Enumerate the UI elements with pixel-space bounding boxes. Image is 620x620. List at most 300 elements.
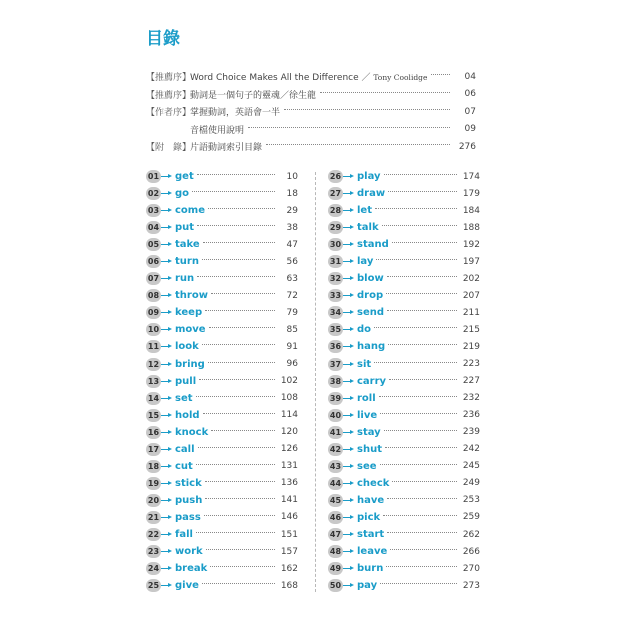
arrow-right-icon [161, 582, 173, 589]
page-number: 179 [462, 188, 480, 199]
front-matter-title [190, 123, 244, 136]
verb-word: blow [357, 273, 384, 285]
arrow-right-icon [343, 463, 355, 470]
verb-word: bring [175, 358, 205, 370]
dot-leader [374, 327, 457, 328]
front-matter-title [190, 140, 262, 153]
verb-word: pass [175, 511, 201, 523]
toc-entry[interactable] [146, 219, 298, 236]
dot-leader [196, 396, 275, 397]
dot-leader [205, 481, 275, 482]
arrow-right-icon [343, 292, 355, 299]
page-number: 126 [280, 444, 298, 455]
verb-word: look [175, 341, 199, 353]
front-matter-title-text: Word Choice Makes All the Difference ／ [190, 73, 371, 84]
toc-entry[interactable] [146, 185, 298, 202]
toc-entry[interactable] [328, 407, 480, 424]
page-number: 239 [462, 427, 480, 438]
dot-leader [202, 259, 275, 260]
toc-entry[interactable] [146, 373, 298, 390]
dot-leader [431, 74, 450, 75]
page-number: 192 [462, 239, 480, 250]
entry-number-badge: 03 [147, 206, 160, 216]
toc-entry[interactable] [146, 270, 298, 287]
toc-entry[interactable] [328, 304, 480, 321]
verb-word: set [175, 392, 193, 404]
front-matter-entry[interactable] [146, 103, 476, 121]
page-number: 215 [462, 324, 480, 335]
arrow-right-icon [161, 395, 173, 402]
toc-entry[interactable] [328, 424, 480, 441]
arrow-right-icon [161, 361, 173, 368]
page-number: 245 [462, 461, 480, 472]
dot-leader [248, 127, 450, 128]
verb-word: talk [357, 222, 379, 234]
dot-leader [208, 208, 275, 209]
verb-word: see [357, 460, 377, 472]
verb-word: roll [357, 392, 376, 404]
page-number: 56 [286, 256, 298, 267]
toc-entry[interactable] [146, 424, 298, 441]
verb-word: have [357, 494, 385, 506]
verb-word: throw [175, 290, 208, 302]
dot-leader [209, 327, 275, 328]
entry-number-badge: 27 [329, 189, 342, 199]
verb-word: work [175, 546, 203, 558]
dot-leader [387, 310, 457, 311]
entry-number-badge: 39 [329, 393, 342, 403]
verb-word: stick [175, 477, 202, 489]
front-matter-tag: 【推薦序】 [146, 90, 192, 101]
arrow-right-icon [343, 224, 355, 231]
dot-leader [384, 174, 457, 175]
toc-entry[interactable] [146, 202, 298, 219]
page-number: 168 [280, 580, 298, 591]
arrow-right-icon [161, 497, 173, 504]
entry-number-badge: 42 [329, 444, 342, 454]
toc-entry[interactable] [328, 270, 480, 287]
entry-number-badge: 21 [147, 512, 160, 522]
arrow-right-icon [343, 190, 355, 197]
page-number: 91 [286, 341, 298, 352]
verb-word: send [357, 307, 385, 319]
dot-leader [387, 498, 457, 499]
dot-leader [266, 144, 450, 145]
front-matter-author: Tony Coolidge [373, 73, 428, 83]
dot-leader [197, 225, 275, 226]
page-number: 207 [462, 290, 480, 301]
page-number: 102 [280, 376, 298, 387]
front-matter-entry[interactable] [146, 86, 476, 104]
entry-number-badge: 04 [147, 223, 160, 233]
dot-leader [206, 549, 275, 550]
toc-entry[interactable] [328, 560, 480, 577]
toc-entry[interactable] [146, 577, 298, 594]
dot-leader [208, 362, 275, 363]
page-number: 38 [286, 222, 298, 233]
verb-word: start [357, 529, 385, 540]
page-number: 63 [286, 273, 298, 284]
front-matter-title-text: 掌握動詞，英語會一半 [190, 108, 281, 119]
arrow-right-icon [343, 343, 355, 350]
toc-entry[interactable] [328, 373, 480, 390]
front-matter-title [190, 70, 427, 83]
page-number: 219 [462, 341, 480, 352]
verb-word: burn [357, 563, 384, 575]
front-matter-title-text: 片語動詞索引目錄 [190, 143, 263, 154]
entry-number-badge: 17 [147, 444, 160, 454]
dot-leader [389, 379, 457, 380]
page-number: 236 [462, 410, 480, 421]
front-matter-entry[interactable] [146, 68, 476, 86]
dot-leader [380, 583, 457, 584]
toc-entry[interactable] [328, 475, 480, 492]
entry-number-badge: 33 [329, 291, 342, 301]
entry-number-badge: 40 [329, 410, 342, 420]
dot-leader [203, 413, 275, 414]
verb-word: lay [357, 256, 374, 268]
arrow-right-icon [161, 412, 173, 419]
arrow-right-icon [343, 412, 355, 419]
verb-word: cut [175, 460, 193, 472]
page-number: 10 [286, 171, 298, 182]
entry-number-badge: 09 [147, 308, 160, 318]
toc-entry[interactable] [146, 441, 298, 458]
dot-leader [380, 464, 457, 465]
verb-word: knock [175, 426, 209, 438]
arrow-right-icon [343, 207, 355, 214]
toc-entry[interactable] [146, 253, 298, 270]
arrow-right-icon [343, 309, 355, 316]
arrow-right-icon [161, 207, 173, 214]
dot-leader [392, 242, 457, 243]
page-number: 79 [286, 307, 298, 318]
front-matter-title [190, 88, 316, 101]
arrow-right-icon [161, 514, 173, 521]
verb-word: break [175, 563, 208, 575]
arrow-right-icon [161, 173, 173, 180]
page-number: 242 [462, 444, 480, 455]
verb-list-column-2 [328, 168, 480, 594]
dot-leader [196, 464, 275, 465]
dot-leader [384, 430, 457, 431]
verb-word: turn [175, 256, 199, 268]
toc-entry[interactable] [328, 441, 480, 458]
toc-entry[interactable] [328, 458, 480, 475]
entry-number-badge: 20 [147, 495, 160, 505]
front-matter-tag: 【作者序】 [146, 108, 192, 119]
arrow-right-icon [343, 258, 355, 265]
verb-word: call [175, 443, 195, 455]
dot-leader [385, 447, 457, 448]
toc-entry[interactable] [328, 390, 480, 407]
toc-entry[interactable] [328, 526, 480, 543]
arrow-right-icon [343, 531, 355, 538]
toc-entry[interactable] [146, 407, 298, 424]
page-number: 259 [462, 512, 480, 523]
entry-number-badge: 47 [329, 530, 342, 539]
dot-leader [211, 430, 275, 431]
dot-leader [388, 191, 457, 192]
verb-word: shut [357, 443, 382, 455]
dot-leader [383, 515, 457, 516]
arrow-right-icon [343, 514, 355, 521]
front-matter-entry[interactable] [146, 138, 476, 156]
page-number: 197 [462, 256, 480, 267]
page-number: 253 [462, 495, 480, 506]
page-number: 114 [280, 410, 298, 421]
dot-leader [386, 566, 457, 567]
page-number: 141 [280, 495, 298, 506]
dot-leader [284, 109, 450, 110]
entry-number-badge: 12 [147, 359, 160, 369]
dot-leader [210, 566, 275, 567]
entry-number-badge: 19 [147, 478, 160, 488]
arrow-right-icon [161, 480, 173, 487]
verb-word: take [175, 239, 200, 251]
arrow-right-icon [343, 497, 355, 504]
arrow-right-icon [343, 480, 355, 487]
page-number: 273 [462, 580, 480, 591]
arrow-right-icon [343, 361, 355, 368]
arrow-right-icon [161, 258, 173, 265]
toc-entry[interactable] [146, 475, 298, 492]
verb-word: hang [357, 341, 386, 353]
page-number: 136 [280, 478, 298, 489]
arrow-right-icon [161, 446, 173, 453]
page-number: 276 [458, 141, 476, 152]
entry-number-badge: 38 [329, 376, 342, 386]
arrow-right-icon [343, 275, 355, 282]
toc-entry[interactable] [328, 168, 480, 185]
verb-word: stay [357, 426, 381, 438]
verb-word: sit [357, 358, 372, 370]
arrow-right-icon [343, 446, 355, 453]
toc-entry[interactable] [146, 509, 298, 526]
toc-entry[interactable] [328, 356, 480, 373]
entry-number-badge: 43 [329, 461, 342, 471]
entry-number-badge: 31 [329, 257, 342, 267]
dot-leader [375, 208, 457, 209]
verb-word: move [175, 324, 206, 336]
arrow-right-icon [343, 582, 355, 589]
arrow-right-icon [343, 548, 355, 555]
dot-leader [199, 379, 275, 380]
dot-leader [197, 276, 275, 277]
toc-entry[interactable] [146, 458, 298, 475]
entry-number-badge: 35 [329, 325, 342, 335]
page-number: 146 [280, 512, 298, 523]
verb-word: go [175, 188, 190, 200]
page-number: 249 [462, 478, 480, 489]
toc-entry[interactable] [328, 492, 480, 509]
arrow-right-icon [161, 565, 173, 572]
verb-word: come [175, 205, 205, 217]
toc-entry[interactable] [146, 492, 298, 509]
entry-number-badge: 15 [147, 410, 160, 420]
entry-number-badge: 48 [329, 547, 342, 557]
entry-number-badge: 46 [329, 512, 342, 522]
entry-number-badge: 25 [147, 581, 160, 591]
dot-leader [390, 549, 457, 550]
verb-word: hold [175, 409, 200, 421]
dot-leader [386, 293, 457, 294]
toc-entry[interactable] [328, 543, 480, 560]
verb-word: pay [357, 580, 378, 592]
front-matter-entry[interactable] [146, 121, 476, 139]
toc-entry[interactable] [328, 253, 480, 270]
verb-word: drop [357, 290, 384, 302]
verb-word: pull [175, 375, 197, 387]
toc-entry[interactable] [146, 390, 298, 407]
entry-number-badge: 37 [329, 359, 342, 369]
toc-entry[interactable] [328, 287, 480, 304]
page-number: 223 [462, 359, 480, 370]
verb-word: pick [357, 511, 381, 523]
dot-leader [376, 259, 457, 260]
entry-number-badge: 45 [329, 495, 342, 505]
dot-leader [320, 92, 450, 93]
toc-entry[interactable] [328, 236, 480, 253]
page-number: 188 [462, 222, 480, 233]
entry-number-badge: 29 [329, 223, 342, 233]
front-matter-list [146, 68, 476, 156]
page-number: 184 [462, 205, 480, 216]
column-divider [315, 172, 316, 592]
front-matter-title-text: 動詞是一個句子的靈魂／徐生龍 [190, 90, 317, 101]
entry-number-badge: 50 [329, 581, 342, 591]
page-number: 120 [280, 427, 298, 438]
toc-entry[interactable] [146, 304, 298, 321]
verb-word: leave [357, 546, 388, 558]
dot-leader [202, 344, 275, 345]
arrow-right-icon [161, 429, 173, 436]
dot-leader [196, 532, 275, 533]
dot-leader [387, 532, 457, 533]
arrow-right-icon [343, 326, 355, 333]
arrow-right-icon [343, 395, 355, 402]
dot-leader [211, 293, 275, 294]
verb-list-column-1 [146, 168, 298, 594]
page-number: 270 [462, 563, 480, 574]
dot-leader [198, 447, 275, 448]
page-number: 262 [462, 529, 480, 540]
page-number: 04 [464, 71, 476, 82]
arrow-right-icon [343, 565, 355, 572]
dot-leader [387, 276, 457, 277]
entry-number-badge: 34 [329, 308, 342, 318]
page-number: 174 [462, 171, 480, 182]
page-number: 96 [286, 359, 298, 370]
entry-number-badge: 18 [147, 461, 160, 471]
entry-number-badge: 01 [147, 172, 160, 182]
toc-entry[interactable] [146, 236, 298, 253]
verb-word: play [357, 171, 381, 183]
front-matter-title [190, 105, 280, 118]
front-matter-tag: 【附 錄】 [146, 143, 192, 154]
page-title: 目錄 [146, 29, 180, 49]
page-number: 72 [286, 290, 298, 301]
toc-entry[interactable] [328, 509, 480, 526]
toc-entry[interactable] [146, 560, 298, 577]
entry-number-badge: 23 [147, 547, 160, 557]
dot-leader [380, 413, 457, 414]
page-number: 151 [280, 529, 298, 540]
entry-number-badge: 28 [329, 206, 342, 216]
arrow-right-icon [161, 309, 173, 316]
toc-entry[interactable] [146, 321, 298, 338]
arrow-right-icon [161, 275, 173, 282]
entry-number-badge: 22 [147, 530, 160, 539]
dot-leader [205, 310, 275, 311]
toc-entry[interactable] [146, 338, 298, 355]
arrow-right-icon [161, 224, 173, 231]
toc-entry[interactable] [328, 219, 480, 236]
arrow-right-icon [161, 531, 173, 538]
page-number: 47 [286, 239, 298, 250]
toc-entry[interactable] [328, 321, 480, 338]
page-number: 232 [462, 393, 480, 404]
toc-entry[interactable] [146, 543, 298, 560]
arrow-right-icon [161, 326, 173, 333]
page-number: 202 [462, 273, 480, 284]
dot-leader [203, 242, 275, 243]
page-number: 09 [464, 124, 476, 135]
arrow-right-icon [161, 190, 173, 197]
entry-number-badge: 24 [147, 564, 160, 574]
dot-leader [379, 396, 457, 397]
verb-word: run [175, 273, 195, 285]
page-number: 07 [464, 106, 476, 117]
toc-entry[interactable] [146, 526, 298, 543]
toc-entry[interactable] [146, 287, 298, 304]
verb-word: draw [357, 188, 386, 200]
entry-number-badge: 36 [329, 342, 342, 352]
toc-entry[interactable] [146, 356, 298, 373]
toc-entry[interactable] [328, 185, 480, 202]
toc-entry[interactable] [328, 338, 480, 355]
toc-entry[interactable] [328, 202, 480, 219]
entry-number-badge: 41 [329, 427, 342, 437]
toc-entry[interactable] [146, 168, 298, 185]
page-number: 131 [280, 461, 298, 472]
entry-number-badge: 06 [147, 257, 160, 267]
page-number: 157 [280, 546, 298, 557]
arrow-right-icon [161, 343, 173, 350]
entry-number-badge: 13 [147, 376, 160, 386]
page-number: 06 [464, 89, 476, 100]
verb-word: keep [175, 307, 203, 319]
arrow-right-icon [161, 241, 173, 248]
entry-number-badge: 16 [147, 427, 160, 437]
entry-number-badge: 30 [329, 240, 342, 250]
toc-entry[interactable] [328, 577, 480, 594]
page-number: 18 [286, 188, 298, 199]
verb-word: live [357, 409, 378, 421]
verb-word: give [175, 580, 199, 592]
entry-number-badge: 14 [147, 393, 160, 403]
page-number: 162 [280, 563, 298, 574]
arrow-right-icon [161, 548, 173, 555]
entry-number-badge: 07 [147, 274, 160, 284]
arrow-right-icon [161, 378, 173, 385]
dot-leader [204, 515, 275, 516]
verb-word: stand [357, 239, 389, 251]
entry-number-badge: 08 [147, 291, 160, 301]
entry-number-badge: 05 [147, 240, 160, 250]
arrow-right-icon [343, 173, 355, 180]
page-number: 85 [286, 324, 298, 335]
